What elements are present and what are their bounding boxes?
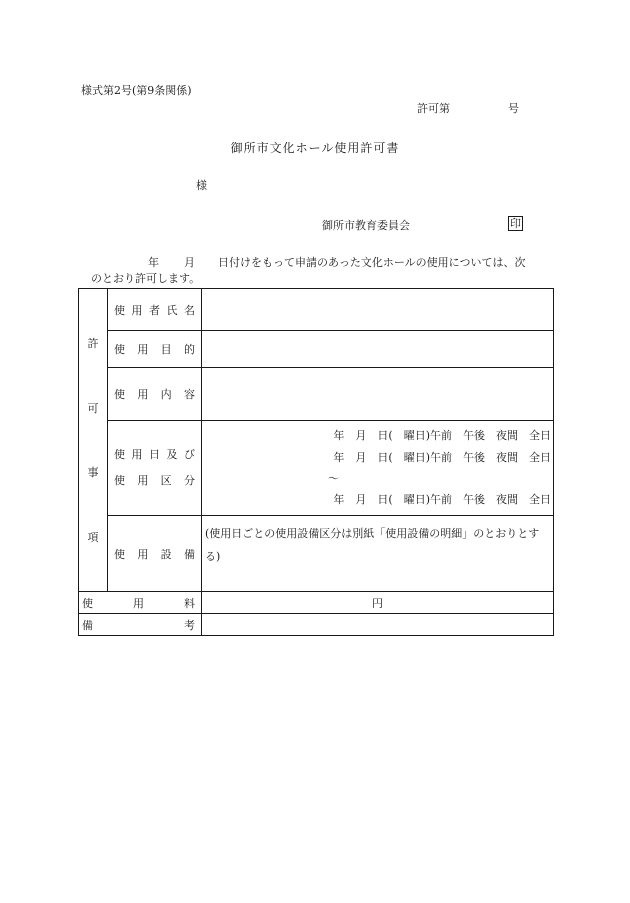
label-char: 内 [160,388,172,401]
label-char: 使 [114,388,125,401]
equipment-value[interactable]: (使用日ごとの使用設備区分は別紙「使用設備の明細」のとおりとする) [202,516,554,592]
label-char: 料 [184,596,195,610]
user-name-label [108,289,202,331]
intro-month: 月 [184,256,195,269]
label-char: び [184,448,195,461]
permit-number-suffix: 号 [508,102,519,115]
label-char: 分 [183,474,195,487]
intro-year: 年 [148,256,159,269]
label-char: 容 [183,388,195,401]
form-number-label: 様式第2号(第9条関係) [81,84,192,97]
label-char: 名 [184,303,195,317]
fee-unit: 円 [372,596,383,610]
label-char: 用 [131,448,143,461]
content-label [108,368,202,421]
permit-items-label [79,289,108,592]
label-char: 使 [82,596,93,610]
intro-line-2: のとおり許可します。 [91,272,201,285]
range-wave: 〜 [328,472,339,485]
fee-label [79,592,202,614]
label-char: 目 [160,343,172,356]
purpose-label [108,331,202,368]
label-char: 使 [114,547,125,561]
label-char: 使 [114,448,125,461]
date-line-end: 年 月 日( 曜日)午前 午後 夜間 全日 [333,493,551,506]
label-char: 用 [137,388,149,401]
addressee-honorific: 様 [196,179,207,192]
date-category-value[interactable] [202,421,554,516]
side-label-char: 事 [87,466,99,480]
label-char: 日 [149,448,160,461]
label-char: 用 [137,474,149,487]
seal-mark: 印 [510,217,521,230]
permit-number [417,100,519,116]
fee-value[interactable] [202,592,554,614]
user-name-value[interactable] [202,289,554,331]
label-char: 設 [160,547,172,561]
content-value[interactable] [202,368,554,421]
issuer-name: 御所市教育委員会 [322,219,410,232]
permit-table [78,288,554,636]
label-char: 氏 [166,303,178,317]
intro-text: 日付けをもって申請のあった文化ホールの使用については、次 [218,256,526,269]
label-char: 備 [82,618,93,632]
date-line-middle: 年 月 日( 曜日)午前 午後 夜間 全日 [333,451,551,464]
label-char: 備 [183,547,195,561]
purpose-value[interactable] [202,331,554,368]
label-char: 区 [160,474,172,487]
label-char: 用 [133,596,144,610]
document-title: 御所市文化ホール使用許可書 [230,141,400,155]
remarks-value[interactable] [202,614,554,636]
label-char: 使 [114,343,125,356]
label-char: 用 [131,303,143,317]
intro-line-1 [148,254,525,270]
label-char: 使 [114,474,125,487]
side-label-char: 許 [87,337,99,350]
side-label-char: 可 [87,401,99,415]
date-category-label [108,421,202,516]
label-char: 考 [184,618,195,632]
date-line-start: 年 月 日( 曜日)午前 午後 夜間 全日 [333,429,551,442]
label-char: 者 [149,303,160,317]
side-label-char: 項 [87,530,99,544]
label-char: 的 [183,343,195,356]
equipment-label [108,516,202,592]
label-char: 使 [114,303,125,317]
permit-number-prefix: 許可第 [417,102,450,115]
label-char: 用 [137,547,149,561]
label-char: 及 [166,448,178,461]
label-char: 用 [137,343,149,356]
remarks-label [79,614,202,636]
